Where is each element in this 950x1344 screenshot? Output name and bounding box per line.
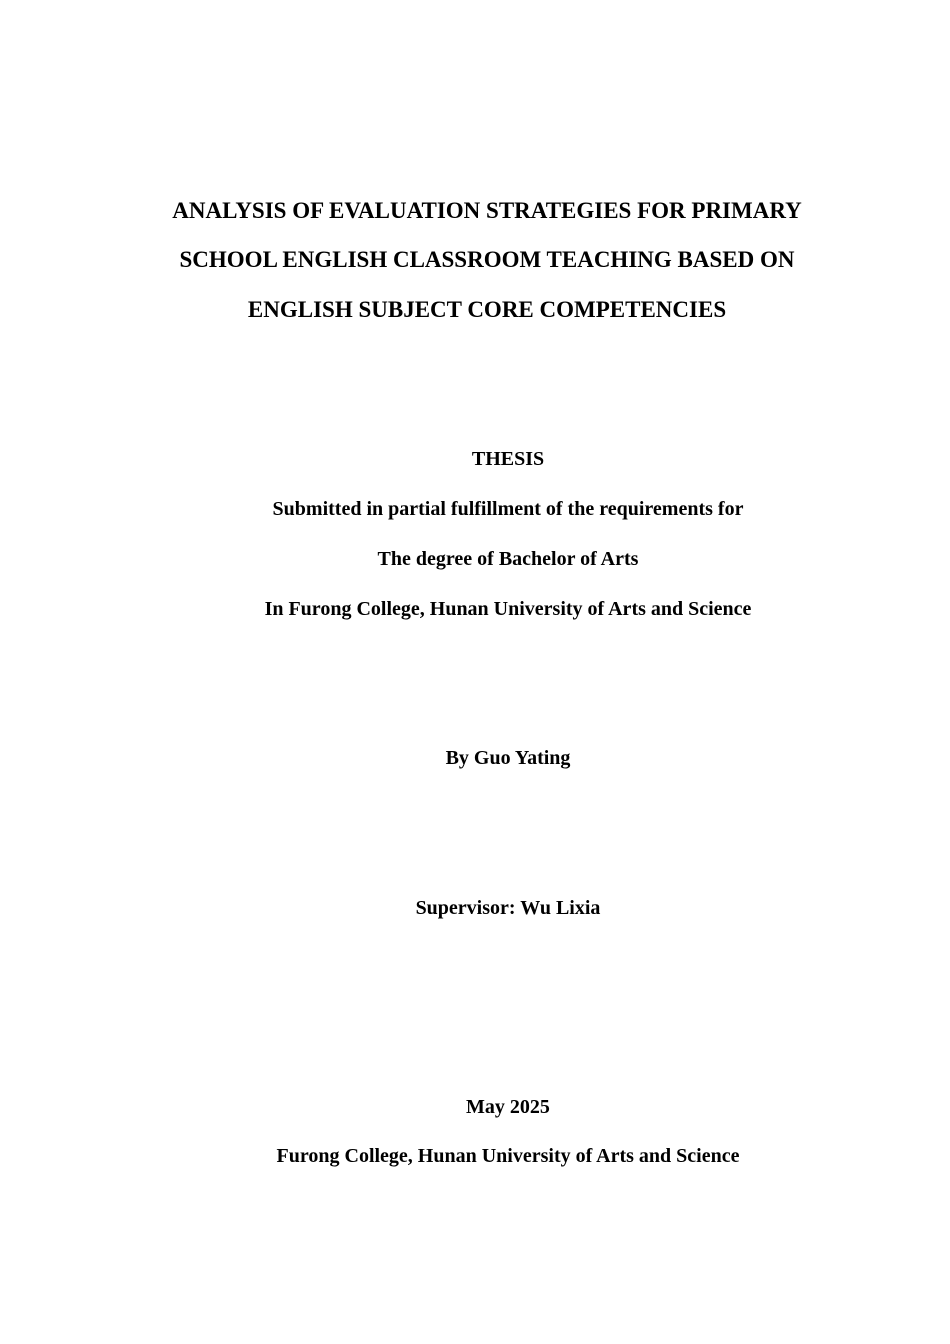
- footer-institution: Furong College, Hunan University of Arts and Science: [276, 1145, 740, 1167]
- supervisor-line: Supervisor: Wu Lixia: [415, 897, 601, 919]
- author-line: By Guo Yating: [445, 747, 571, 769]
- institution-statement: In Furong College, Hunan University of Arts and Science: [264, 598, 752, 620]
- requirement-statement: Submitted in partial fulfillment of the requirements for: [272, 498, 744, 520]
- thesis-title-line-3: ENGLISH SUBJECT CORE COMPETENCIES: [247, 297, 727, 322]
- thesis-title-line-1: ANALYSIS OF EVALUATION STRATEGIES FOR PRIMARY: [172, 198, 802, 223]
- submission-date: May 2025: [466, 1096, 550, 1118]
- degree-statement: The degree of Bachelor of Arts: [377, 548, 639, 570]
- thesis-title-line-2: SCHOOL ENGLISH CLASSROOM TEACHING BASED ON: [179, 247, 795, 272]
- thesis-label: THESIS: [471, 448, 545, 470]
